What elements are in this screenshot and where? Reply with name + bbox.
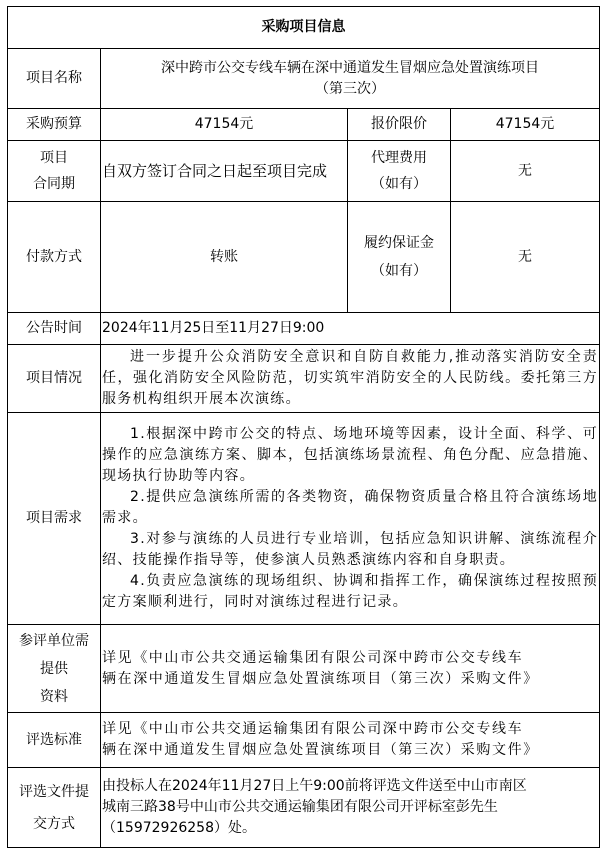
- requirements-label: 项目需求: [8, 413, 101, 625]
- required-materials-label-line1: 参评单位需: [19, 632, 89, 649]
- evaluation-criteria-line1: 详见《中山市公共交通运输集团有限公司深中跨市公交专线车: [102, 721, 524, 737]
- submission-method-label-line2: 交方式: [33, 815, 75, 832]
- procurement-info-table: [7, 6, 600, 848]
- row-project-name: [8, 49, 600, 109]
- required-materials-line1: 详见《中山市公共交通运输集团有限公司深中跨市公交专线车: [102, 649, 524, 666]
- row-required-materials: [8, 625, 600, 713]
- agency-fee-label-line2: （如有）: [371, 176, 427, 192]
- project-overview-label: 项目情况: [8, 345, 101, 413]
- payment-method-value: 转账: [101, 202, 348, 313]
- submission-method-label: [8, 768, 101, 848]
- row-requirements: [8, 413, 600, 625]
- performance-deposit-value: 无: [451, 202, 600, 313]
- contract-period-value: 自双方签订合同之日起至项目完成: [101, 141, 348, 202]
- announcement-time-label: 公告时间: [8, 313, 101, 345]
- project-overview-text: 进一步提升公众消防安全意识和自防自救能力,推动落实消防安全责任，强化消防安全风险防范，切实筑牢消防安全的人民防线。委托第三方服务机构组织开展本次演练。: [102, 349, 598, 407]
- requirement-item-4: 4.负责应急演练的现场组织、协调和指挥工作，确保演练过程按照预定方案顺利进行，同时对演练过程进行记录。: [102, 573, 598, 610]
- required-materials-label: [8, 625, 101, 713]
- required-materials-label-line2: 提供: [40, 660, 68, 677]
- row-contract-period: [8, 141, 600, 202]
- submission-method-value: [101, 768, 600, 848]
- evaluation-criteria-line2: 辆在深中通道发生冒烟应急处置演练项目（第三次）采购文件》: [102, 742, 539, 758]
- payment-method-label: 付款方式: [8, 202, 101, 313]
- required-materials-line2: 辆在深中通道发生冒烟应急处置演练项目（第三次）采购文件》: [102, 670, 539, 687]
- row-budget: [8, 109, 600, 141]
- price-limit-label: 报价限价: [348, 109, 451, 141]
- budget-label: 采购预算: [8, 109, 101, 141]
- table-title-row: [8, 7, 600, 49]
- agency-fee-value: 无: [451, 141, 600, 202]
- project-name-value: [101, 49, 600, 109]
- evaluation-criteria-label: 评选标准: [8, 713, 101, 768]
- announcement-time-value: 2024年11月25日至11月27日9:00: [101, 313, 600, 345]
- contract-period-label-line2: 合同期: [33, 176, 75, 192]
- requirement-item-3: 3.对参与演练的人员进行专业培训，包括应急知识讲解、演练流程介绍、技能操作指导等，使参演人员熟悉演练内容和自身职责。: [102, 531, 598, 568]
- row-project-overview: [8, 345, 600, 413]
- submission-method-line1: 由投标人在2024年11月27日上午9:00前将评选文件送至中山市南区: [102, 778, 527, 794]
- table-title: 采购项目信息: [8, 7, 600, 49]
- submission-method-label-line1: 评选文件提: [19, 783, 89, 800]
- requirement-item-2: 2.提供应急演练所需的各类物资，确保物资质量合格且符合演练场地需求。: [102, 489, 598, 526]
- row-submission-method: [8, 768, 600, 848]
- agency-fee-label: [348, 141, 451, 202]
- contract-period-label-line1: 项目: [40, 150, 68, 166]
- performance-deposit-label: [348, 202, 451, 313]
- project-name-line2: （第三次）: [315, 80, 385, 97]
- row-announcement-time: [8, 313, 600, 345]
- required-materials-label-line3: 资料: [40, 688, 68, 705]
- contract-period-label: [8, 141, 101, 202]
- evaluation-criteria-value: [101, 713, 600, 768]
- row-evaluation-criteria: [8, 713, 600, 768]
- requirements-value: [101, 413, 600, 625]
- project-overview-value: [101, 345, 600, 413]
- submission-method-line2: 城南三路38号中山市公共交通运输集团有限公司开评标室彭先生: [102, 799, 498, 815]
- performance-deposit-label-line1: 履约保证金: [364, 235, 434, 251]
- required-materials-value: [101, 625, 600, 713]
- project-name-line1: 深中跨市公交专线车辆在深中通道发生冒烟应急处置演练项目: [161, 59, 539, 76]
- agency-fee-label-line1: 代理费用: [371, 150, 427, 166]
- price-limit-value: 47154元: [451, 109, 600, 141]
- budget-value: 47154元: [101, 109, 348, 141]
- performance-deposit-label-line2: （如有）: [371, 263, 427, 279]
- project-name-label: 项目名称: [8, 49, 101, 109]
- submission-method-line3: （15972926258）处。: [102, 820, 256, 836]
- requirement-item-1: 1.根据深中跨市公交的特点、场地环境等因素，设计全面、科学、可操作的应急演练方案、脚本，包括演练场景流程、角色分配、应急措施、现场执行协助等内容。: [102, 426, 598, 484]
- row-payment: [8, 202, 600, 313]
